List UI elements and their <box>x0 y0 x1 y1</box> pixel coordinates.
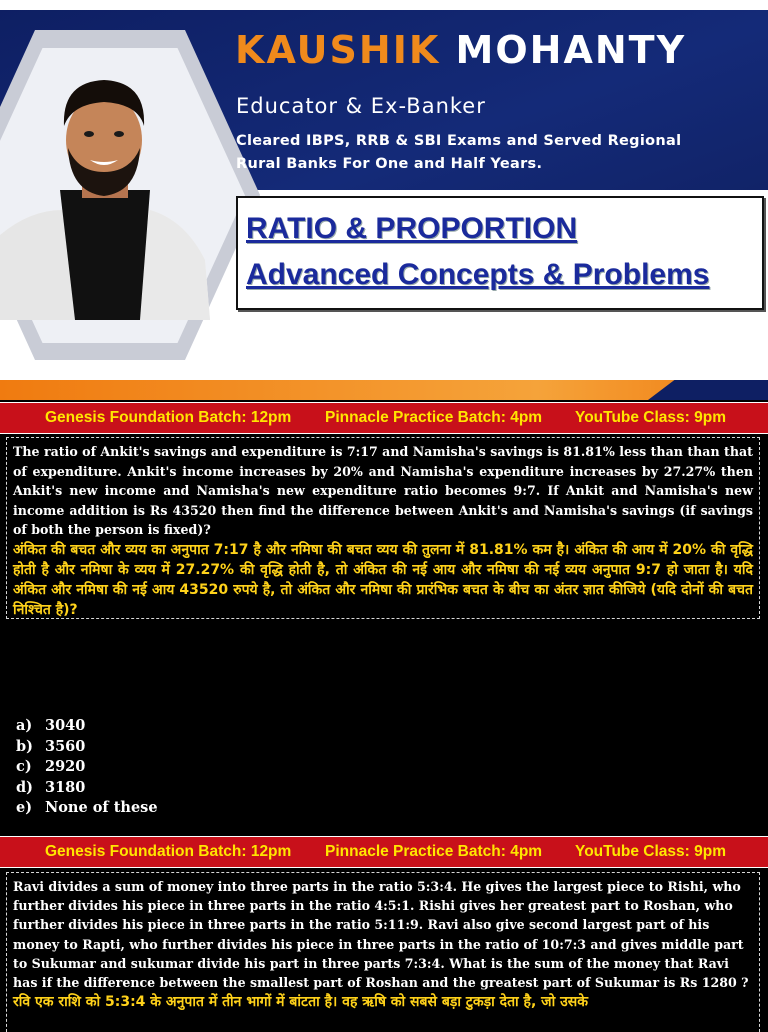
question-2-english: Ravi divides a sum of money into three parts in the ratio 5:3:4. He gives the largest piece to Rishi, who further divides his piece in three parts in the ratio 4:5:1. Rishi gives her greatest part to Roshan, who further divides his piece in three parts in the ratio 5:11:9. Ravi also give second largest part of his money to Rapti, who further divides his piece in three parts in the ratio of 10:7:3 and gives middle part to Sukumar and sukumar divide his part in three parts 7:3:4. What is the sum of the money that Ravi has if the difference between the smallest part of Roshan and the greatest part of Sukumar is Rs 1280 ? <box>13 879 749 991</box>
option-key: d) <box>16 778 33 796</box>
question-2-hindi: रवि एक राशि को 5:3:4 के अनुपात में तीन भागों में बांटता है। वह ऋषि को सबसे बड़ा टुकड़ा देता है, जो उसके <box>13 994 588 1011</box>
educator-photo <box>0 60 210 320</box>
option-a <box>16 716 158 737</box>
orange-divider <box>0 380 768 400</box>
topic-title: RATIO & PROPORTION <box>246 212 578 245</box>
batch-timings-bar-2 <box>0 836 768 868</box>
question-1-hindi: अंकित की बचत और व्यय का अनुपात 7:17 है और नमिषा की बचत व्यय की तुलना में 81.81% कम है। अंकित की आय में 20% की वृद्धि होती है और नमिषा के व्यय में 27.27% की वृद्धि होती है, तो अंकित की नई आय और नमिषा की नई व्यय अनुपात 9:7 हो जाता है। यदि अंकित और नमिषा की नई आय 43520 रुपये है, तो अंकित और नमिषा की प्रारंभिक बचत के बीच का अंतर ज्ञात कीजिये (यदि दोनों की बचत निश्चित है)? <box>13 541 753 618</box>
description-line-1: Cleared IBPS, RRB & SBI Exams and Served Regional <box>236 133 682 149</box>
option-value: 3040 <box>45 717 86 734</box>
genesis-batch-label: Genesis Foundation Batch: 12pm <box>45 409 292 426</box>
header-banner <box>0 10 768 380</box>
option-value: None of these <box>45 799 158 816</box>
description-line-2: Rural Banks For One and Half Years. <box>236 156 543 172</box>
name-last: MOHANTY <box>455 28 687 72</box>
question-1-english: The ratio of Ankit's savings and expenditure is 7:17 and Namisha's savings is 81.81% less than than that of expenditure. Ankit's income increases by 20% and Namisha's expenditure increases by 27.27% then Ankit's new income and Namisha's new expenditure ratio becomes 9:7. If Ankit and Namisha's new income addition is Rs 43520 then find the difference between Ankit's and Namisha's savings (if savings of both the person is fixed)? <box>13 444 753 537</box>
top-strip <box>0 0 768 10</box>
option-value: 2920 <box>45 758 86 775</box>
option-key: a) <box>16 717 33 734</box>
divider-wedge <box>648 380 768 400</box>
educator-name <box>235 28 686 72</box>
option-d <box>16 778 158 799</box>
question-2-box <box>6 872 760 1032</box>
question-1-box <box>6 437 760 619</box>
youtube-class-label: YouTube Class: 9pm <box>575 843 727 860</box>
educator-description <box>236 130 761 176</box>
youtube-class-label: YouTube Class: 9pm <box>575 409 727 426</box>
option-key: b) <box>16 737 33 755</box>
option-e <box>16 798 158 819</box>
option-value: 3180 <box>45 778 86 796</box>
name-first: KAUSHIK <box>235 28 441 72</box>
option-b <box>16 737 158 758</box>
option-value: 3560 <box>45 737 86 755</box>
batch-timings-bar <box>0 402 768 434</box>
pinnacle-batch-label: Pinnacle Practice Batch: 4pm <box>325 843 543 860</box>
topic-title-box <box>236 196 764 310</box>
genesis-batch-label: Genesis Foundation Batch: 12pm <box>45 843 292 860</box>
option-c <box>16 757 158 778</box>
question-1-options <box>16 716 158 819</box>
educator-subtitle: Educator & Ex-Banker <box>236 94 486 118</box>
option-key: c) <box>16 758 32 775</box>
pinnacle-batch-label: Pinnacle Practice Batch: 4pm <box>325 409 543 426</box>
topic-subtitle: Advanced Concepts & Problems <box>246 258 710 291</box>
option-key: e) <box>16 799 33 816</box>
